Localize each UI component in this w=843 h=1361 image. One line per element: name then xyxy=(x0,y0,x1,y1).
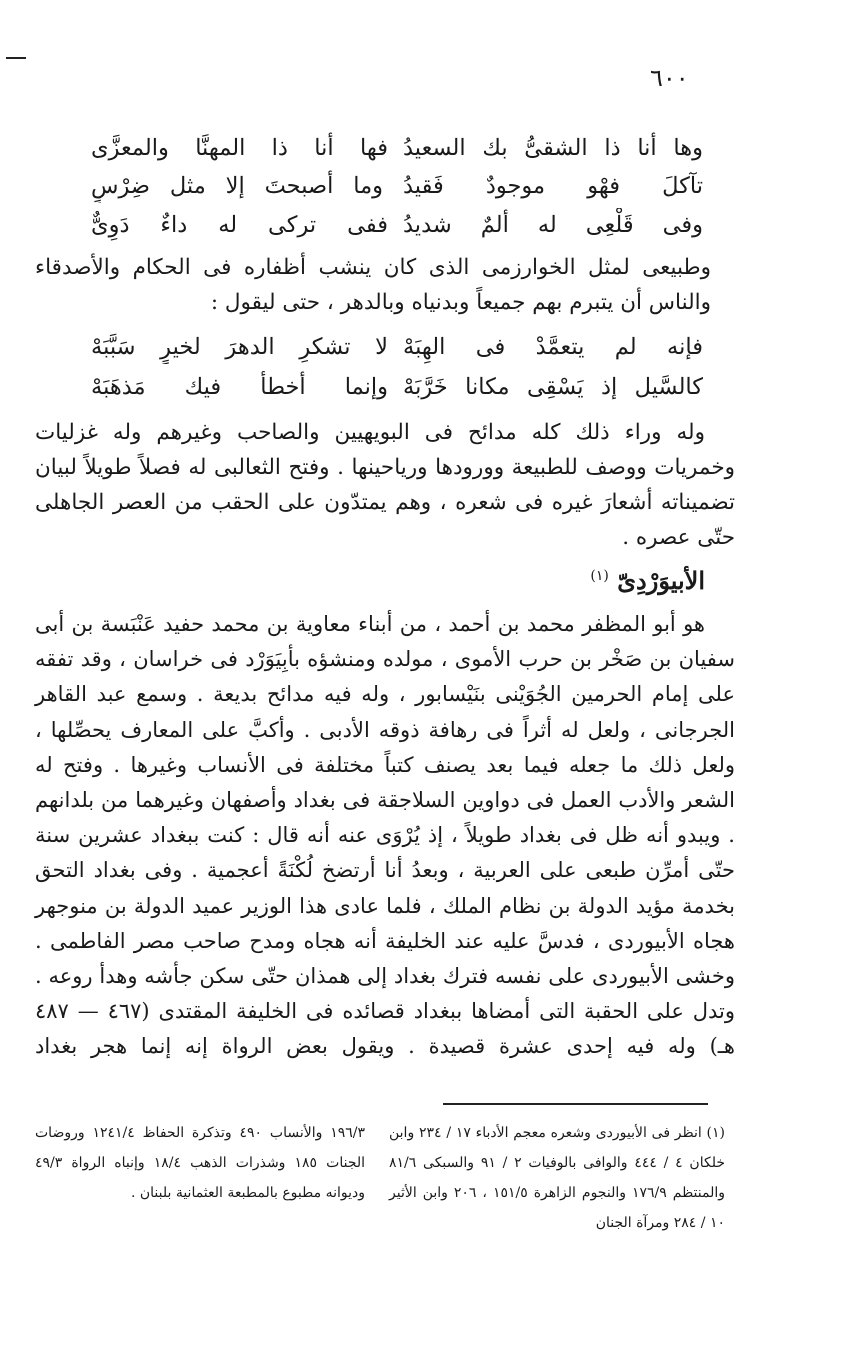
verse-second-hemistich: فإنه لم يتعمَّدْ فى الهِبَهْ xyxy=(403,334,703,360)
verse-first-hemistich: وما أصبحتَ إلا مثل ضِرْسٍ xyxy=(91,173,383,199)
verse-second-hemistich: تآكلَ فهْو موجودٌ فَقيدُ xyxy=(403,173,703,199)
verse-second-hemistich: وفى قَلْعِى له ألمٌ شديدُ xyxy=(403,212,703,238)
verse-first-hemistich: فها أنا ذا المهنَّا والمعزَّى xyxy=(91,135,388,161)
body-paragraph-text: وله وراء ذلك كله مدائح فى البويهيين والصاحب وغيرهم وله غزليات وخمريات ووصف للطبيعة وورودها ورياحينها . وفتح الثعالبى له فصلاً طويلاً لبيان تضميناته أشعارَ غيره فى شعره ، وهم يمتدّون على الحقب من العصر الجاهلى حتّى عصره . xyxy=(35,420,735,550)
main-paragraph-text: هو أبو المظفر محمد بن أحمد ، من أبناء معاوية بن محمد حفيد عَنْبَسة بن أبى سفيان بن صَخْر بن حرب الأموى ، مولده ومنشؤه بأبِيَوَرْد فى خراسان ، وقد تفقه على إمام الحرمين الجُوَيْنى بنَيْسابور ، وله فيه مدائح بديعة . وسمع عبد القاهر الجرجانى ، ولعل له أثراً فى رهافة ذوقه الأدبى . وأكبَّ على المعارف يحصِّلها ، ولعل ذلك ما جعله فيما بعد يصنف كتباً مختلفة فى الأنساب وغيرها . وفتح له الشعر والأدب العمل فى دواوين السلاجقة فى بغداد وأصفهان وغيرهما من بلدانهم . ويبدو أنه ظل فى بغداد طويلاً ، إذ يُرْوَى عنه أنه قال : كنت ببغداد عشرين سنة حتّى أمرِّن طبعى على العربية ، وبعدُ أنا أرتضخ لُكْنَةً أعجمية . وفى بغداد التحق بخدمة مؤيد الدولة بن نظام الملك ، فلما عادى هذا الوزير عميد الدولة بن منوجهر هجاه الأبيوردى ، فدسَّ عليه عند الخليفة أنه هجاه ومدح صاحب مصر الفاطمى . وخشى الأبيوردى على نفسه فترك بغداد إلى همذان حتّى سكن جأشه وهدأ روعه . وتدل على الحقبة التى أمضاها ببغداد قصائده فى الخليفة المقتدى (٤٦٧ — ٤٨٧ هـ) وله فيه إحدى عشرة قصيدة . ويقول بعض الرواة إنه إنما هجر بغداد xyxy=(35,612,735,1059)
verse-first-hemistich: ففى تركى له داءٌ دَوِىٌّ xyxy=(91,212,388,238)
body-paragraph-text: وطبيعى لمثل الخوارزمى الذى كان ينشب أظفاره فى الحكام والأصدقاء والناس أن يتبرم بهم جميعاً وبدنياه وبالدهر ، حتى ليقول : xyxy=(35,255,711,315)
main-paragraph xyxy=(35,607,735,1065)
verse-first-hemistich: وإنما أخطأ فيك مَذهَبَهْ xyxy=(91,374,388,400)
verse-line xyxy=(0,131,843,165)
verse-second-hemistich: وها أنا ذا الشقىُّ بك السعيدُ xyxy=(403,135,703,161)
section-heading-text: الأبيوَرْدِىّ xyxy=(617,566,705,595)
footnote-column-left: ١٩٦/٣ والأنساب ٤٩٠ وتذكرة الحفاظ ١٢٤١/٤ وروضات الجنات ١٨٥ وشذرات الذهب ١٨/٤ وإنباه الرواة ٤٩/٣ وديوانه مطبوع بالمطبعة العثمانية بلبنان . xyxy=(35,1125,366,1201)
verse-line xyxy=(0,208,843,242)
footnote-divider xyxy=(443,1103,708,1105)
footnote-column-right: (١) انظر فى الأبيوردى وشعره معجم الأدباء ١٧ / ٢٣٤ وابن خلكان ٤ / ٤٤٤ والوافى بالوفيات ٢ / ٩١ والسبكى ٨١/٦ والمنتظم ١٧٦/٩ والنجوم الزاهرة ١٥١/٥ ، ٢٠٦ وابن الأثير ١٠ / ٢٨٤ ومرآة الجنان xyxy=(389,1125,726,1231)
body-paragraph xyxy=(35,415,735,555)
body-paragraph xyxy=(35,250,711,320)
verse-line xyxy=(0,330,843,364)
verse-line xyxy=(0,169,843,203)
verse-first-hemistich: لا تشكرِ الدهرَ لخيرٍ سَبَّبَهْ xyxy=(91,334,388,360)
section-heading xyxy=(590,566,705,595)
footnotes xyxy=(35,1118,725,1268)
verse-line xyxy=(0,370,843,404)
margin-mark xyxy=(6,57,26,59)
footnote-reference: (١) xyxy=(590,568,609,584)
verse-second-hemistich: كالسَّيل إذ يَسْقِى مكانا خَرَّبَهْ xyxy=(403,374,703,400)
page-number: ٦٠٠ xyxy=(650,64,689,92)
